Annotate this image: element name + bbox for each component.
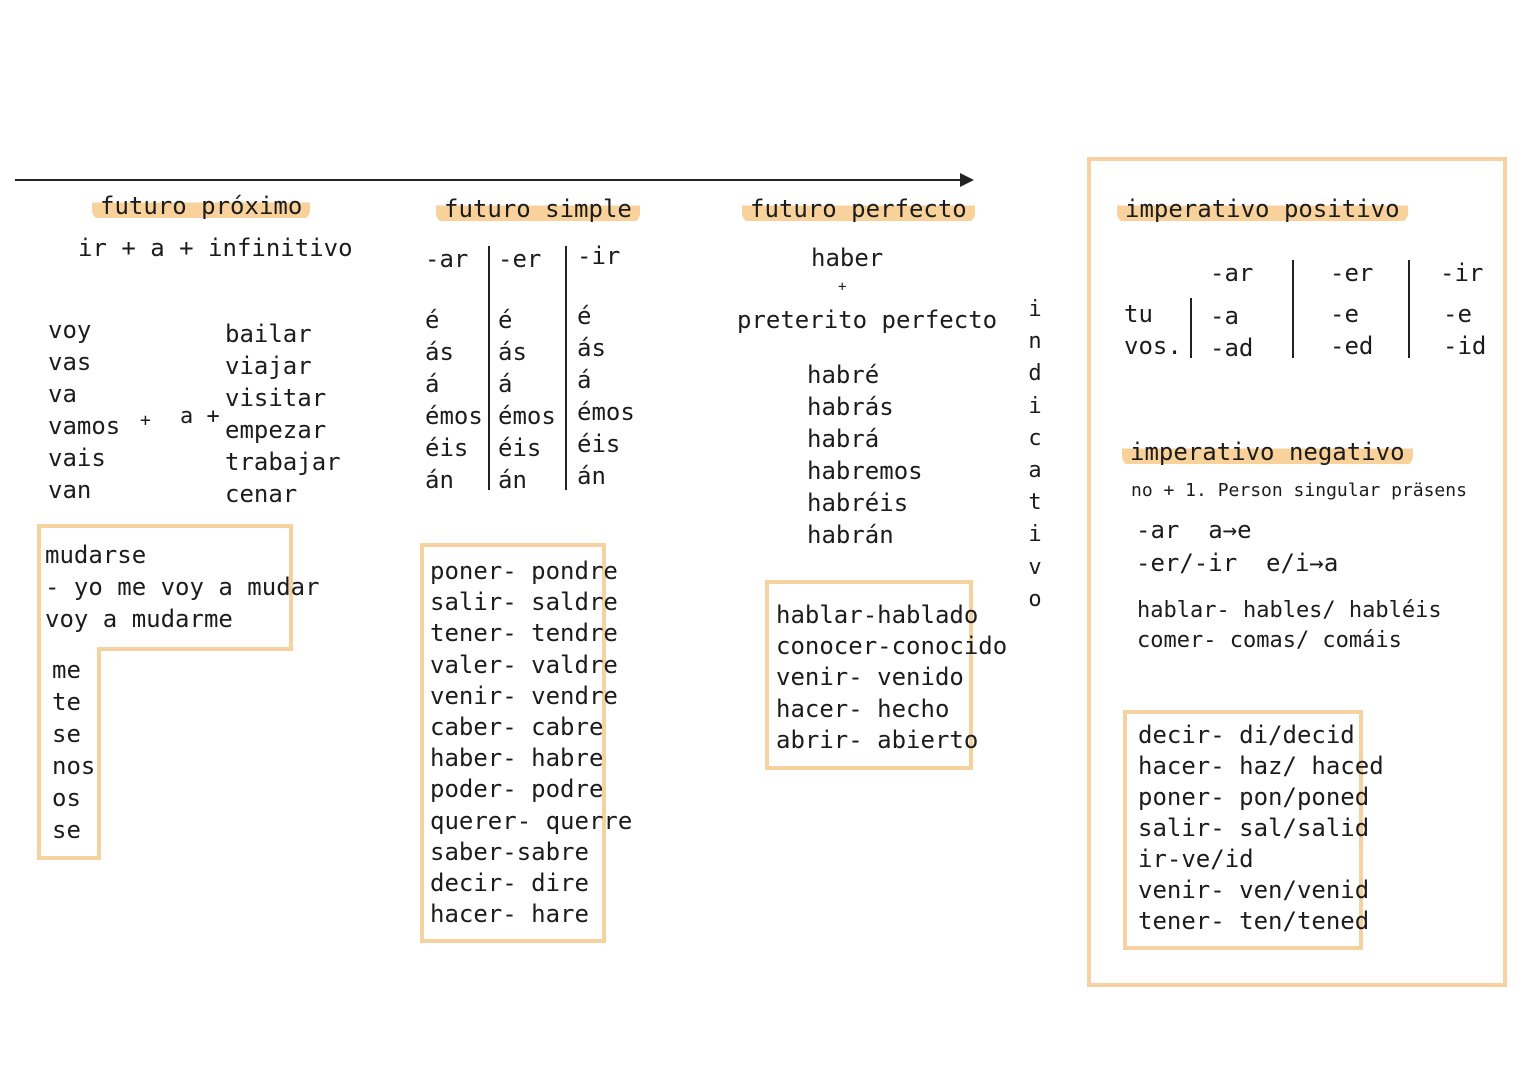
verb-item: bailar [225,320,312,348]
vertical-letter: i [1028,393,1042,419]
person-label: tu [1124,300,1153,328]
ir-form: vamos [48,412,121,440]
haber-future-forms [807,359,923,551]
ir-form: van [48,476,92,504]
participle-item: venir- venido [776,663,964,692]
timeline-arrow-line [15,179,965,181]
header-ar: -ar [425,245,469,273]
negativo-examples [1137,596,1442,656]
pronoun-item: me [52,656,81,684]
irregular-item: venir- vendre [430,681,618,710]
pronoun-item: nos [52,752,96,780]
ending: án [498,466,527,494]
verb-item: visitar [225,384,327,412]
plus-sign: + [140,410,151,431]
ir-form: va [48,380,77,408]
box-edge [97,647,293,651]
verb-item: cenar [225,480,298,508]
ending: ás [425,338,454,366]
ending: á [577,366,592,394]
futuro-proximo-title: futuro próximo [92,192,310,220]
ending: éis [425,434,469,462]
imp-ending: -ed [1330,332,1374,360]
ending: án [577,462,606,490]
participle-item: hacer- hecho [776,694,950,723]
imperativo-negativo-title: imperativo negativo [1122,438,1413,466]
irregular-item: haber- habre [430,744,604,773]
column-divider [1292,260,1294,358]
ending: ás [498,338,527,366]
ending: émos [425,402,483,430]
irregular-item: tener- tendre [430,619,618,648]
imperativo-irregular-list [1138,720,1384,937]
negativo-example: comer- comas/ comáis [1137,628,1402,653]
ending: é [425,306,440,334]
verb-item: viajar [225,352,312,380]
endings-ar [425,304,483,496]
endings-ir [577,300,635,492]
pronoun-item: se [52,720,81,748]
futuro-proximo-formula: ir + a + infinitivo [78,234,353,262]
endings-er [498,304,556,496]
imp-irregular-item: hacer- haz/ haced [1138,752,1384,780]
rule-ar: -ar a→e [1136,516,1252,544]
imp-persons [1124,298,1182,362]
imp-irregular-item: decir- di/decid [1138,721,1355,749]
imp-irregular-item: ir-ve/id [1138,845,1254,873]
futuro-perfecto-title: futuro perfecto [742,195,975,223]
ir-form: voy [48,316,92,344]
imp-ending: -ad [1210,334,1254,362]
vertical-letter: i [1028,297,1042,322]
ir-forms-list [48,314,120,506]
ir-form: vais [48,444,106,472]
ending: émos [577,398,635,426]
header-er: -er [498,245,542,273]
column-divider [1190,298,1192,358]
ending: á [498,370,513,398]
irregular-item: poner- pondre [430,557,618,585]
example-line: - yo me voy a mudar [45,573,320,601]
irregular-item: poder- podre [430,775,604,804]
column-divider [565,246,567,490]
ending: é [577,302,592,330]
vertical-letter: t [1028,490,1042,516]
imp-irregular-item: venir- ven/venid [1138,876,1370,904]
person-label: vos. [1124,332,1182,360]
negativo-rule: no + 1. Person singular präsens [1131,480,1467,501]
imp-ending: -e [1330,300,1359,328]
example-line: voy a mudarme [45,605,233,633]
haber-form: habremos [807,457,923,485]
imperativo-positivo-title: imperativo positivo [1117,195,1408,223]
pronoun-item: se [52,816,81,844]
vertical-letter: n [1028,329,1042,355]
participle-item: abrir- abierto [776,725,979,754]
imp-ending: -a [1210,302,1239,330]
timeline-arrow-head-icon [960,173,974,187]
pronoun-item: te [52,688,81,716]
ending: éis [577,430,621,458]
irregular-futuro-list [430,556,632,930]
imp-header-er: -er [1330,259,1374,287]
irregular-item: hacer- hare [430,900,589,929]
header-ir: -ir [577,242,621,270]
pronoun-item: os [52,784,81,812]
rule-er-ir: -er/-ir e/i→a [1136,549,1339,577]
example-line: mudarse [45,541,147,569]
pronoun-list [52,654,95,846]
a-plus-label: a + [180,404,220,429]
irregular-item: querer- querre [430,806,633,835]
vertical-letter: i [1028,522,1042,548]
imp-er-endings [1330,298,1373,362]
imp-ending: -e [1443,300,1472,328]
irregular-item: caber- cabre [430,713,604,742]
participle-item: conocer-conocido [776,632,1008,661]
ending: é [498,306,513,334]
column-divider [1408,260,1410,358]
haber-form: habréis [807,489,909,517]
haber-form: habrá [807,425,880,453]
ending: éis [498,434,542,462]
imp-header-ir: -ir [1440,259,1484,287]
irregular-item: valer- valdre [430,650,618,679]
column-divider [488,246,490,490]
haber-label: haber [811,244,884,272]
verb-item: trabajar [225,448,341,476]
futuro-simple-title: futuro simple [436,195,640,223]
imp-irregular-item: poner- pon/poned [1138,783,1370,811]
plus-sign: + [838,279,847,295]
haber-form: habré [807,361,880,389]
imp-irregular-item: salir- sal/salid [1138,814,1370,842]
irregular-item: decir- dire [430,869,589,898]
irregular-item: saber-sabre [430,837,589,866]
participles-list [776,600,1007,756]
imp-header-ar: -ar [1210,259,1254,287]
vertical-letter: c [1028,425,1042,451]
preterito-label: preterito perfecto [737,306,998,334]
vertical-letter: a [1028,458,1042,484]
indicativo-vertical-label [1024,294,1046,616]
reflexive-example-lines [45,539,320,635]
participle-item: hablar-hablado [776,601,979,629]
irregular-item: salir- saldre [430,588,618,617]
ir-form: vas [48,348,92,376]
ending: émos [498,402,556,430]
ending: án [425,466,454,494]
ending: ás [577,334,606,362]
haber-form: habrás [807,393,894,421]
imp-ending: -id [1443,332,1487,360]
haber-form: habrán [807,521,894,549]
vertical-letter: o [1028,586,1042,612]
verbs-list [225,318,341,510]
imp-irregular-item: tener- ten/tened [1138,907,1370,935]
imp-ar-endings [1210,300,1253,364]
verb-item: empezar [225,416,327,444]
imp-ir-endings [1443,298,1486,362]
vertical-letter: v [1028,554,1042,580]
ending: á [425,370,440,398]
vertical-letter: d [1028,361,1042,387]
negativo-example: hablar- hables/ habléis [1137,598,1442,623]
